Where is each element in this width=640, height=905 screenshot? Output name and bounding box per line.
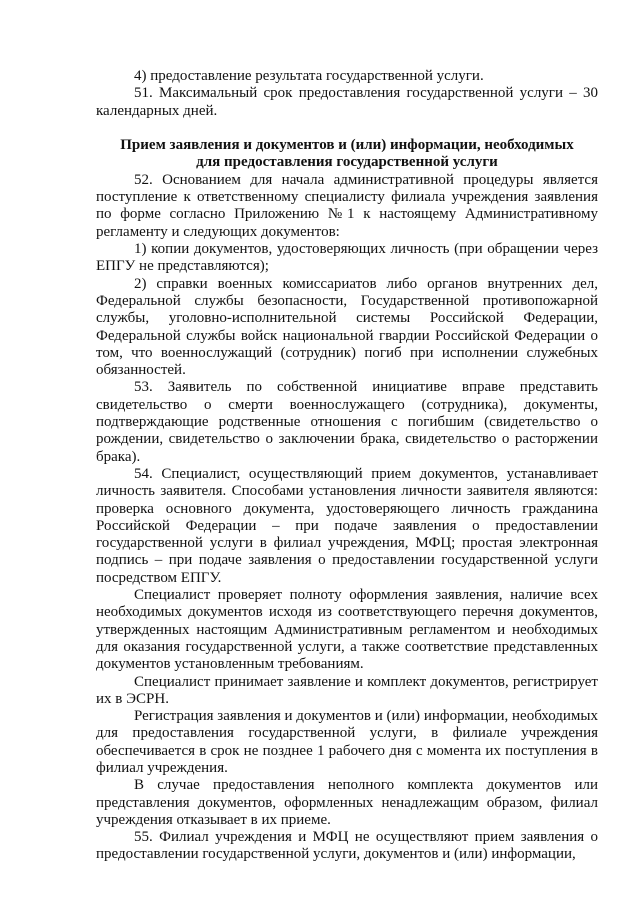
paragraph-54-refusal: В случае предоставления неполного комплекта документов или представления документов, оформленных ненадлежащим образом, филиал учреждения отказывает в их приеме.	[96, 777, 598, 828]
paragraph-55: 55. Филиал учреждения и МФЦ не осуществляют прием заявления о предоставлении государственной услуги, документов и (или) информации,	[96, 829, 598, 863]
paragraph-53: 53. Заявитель по собственной инициативе вправе представить свидетельство о смерти военнослужащего (сотрудника), документы, подтверждающие родственные отношения с погибшим (свидетельство о рождении, свидетельство о заключении брака, свидетельство о расторжении брака).	[96, 379, 598, 465]
section-heading-line-1: Прием заявления и документов и (или) информации, необходимых	[120, 136, 574, 153]
paragraph-item-4: 4) предоставление результата государственной услуги.	[134, 68, 484, 84]
section-heading-line-2: для предоставления государственной услуги	[196, 154, 498, 171]
section-heading	[96, 137, 598, 172]
document-body	[96, 68, 598, 864]
paragraph-52: 52. Основанием для начала административной процедуры является поступление к ответственному специалисту филиала учреждения заявления по форме согласно Приложению №1 к настоящему Административному регламенту и следующих документов:	[96, 171, 598, 240]
paragraph-51: 51. Максимальный срок предоставления государственной услуги – 30 календарных дней.	[96, 85, 598, 119]
paragraph-54-registration: Регистрация заявления и документов и (или) информации, необходимых для предоставления государственной услуги, в филиале учреждения обеспечивается в срок не позднее 1 рабочего дня с момента их поступления в филиал учреждения.	[96, 708, 598, 776]
paragraph-54-accept: Специалист принимает заявление и комплект документов, регистрирует их в ЭСРН.	[96, 673, 598, 707]
paragraph-52-item-1: 1) копии документов, удостоверяющих личность (при обращении через ЕПГУ не представляются);	[96, 241, 598, 275]
paragraph-54: 54. Специалист, осуществляющий прием документов, устанавливает личность заявителя. Способами установления личности заявителя являются: проверка основного документа, удостоверяющего личность гражданина Российской Федерации – при подаче заявления о предоставлении государственной услуги в филиал учреждения, МФЦ; простая электронная подпись – при подаче заявления о предоставлении государственной услуги посредством ЕПГУ.	[96, 465, 598, 586]
paragraph-52-item-2: 2) справки военных комиссариатов либо органов внутренних дел, Федеральной службы безопасности, Государственной противопожарной службы, уголовно-исполнительной системы Российской Федерации, Федеральной службы войск национальной гвардии Российской Федерации о том, что военнослужащий (сотрудник) погиб при исполнении служебных обязанностей.	[96, 275, 598, 379]
paragraph-54-check: Специалист проверяет полноту оформления заявления, наличие всех необходимых документов исходя из соответствующего перечня документов, утвержденных настоящим Административным регламентом и необходимых для оказания государственной услуги, а также соответствие представленных документов установленным требованиям.	[96, 587, 598, 673]
